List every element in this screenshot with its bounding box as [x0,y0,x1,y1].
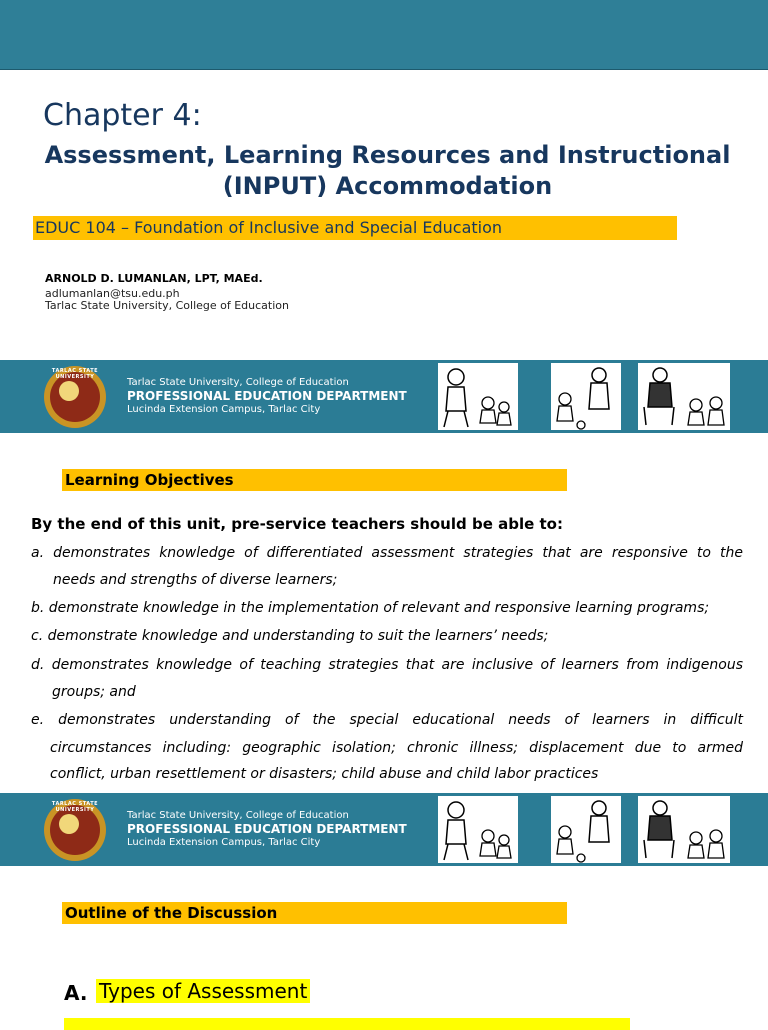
outline-heading: Outline of the Discussion [62,902,567,924]
children-playing-illustration [551,796,621,863]
banner-department: PROFESSIONAL EDUCATION DEPARTMENT [127,389,407,403]
chapter-label: Chapter 4: [43,98,202,133]
banner-university: Tarlac State University, College of Education [127,377,349,388]
objective-d-line2: groups; and [52,684,136,700]
objective-c: c. demonstrate knowledge and understanding to suit the learners’ needs; [31,628,549,644]
author-school: Tarlac State University, College of Education [45,299,289,312]
banner-university: Tarlac State University, College of Education [127,810,349,821]
university-seal-logo: TARLAC STATE UNIVERSITY [44,799,106,861]
banner-campus: Lucinda Extension Campus, Tarlac City [127,404,321,415]
author-name: ARNOLD D. LUMANLAN, LPT, MAEd. [45,272,263,285]
outline-item-b-cutoff [64,1018,630,1030]
outline-item-a-letter: A. [64,981,88,1005]
objective-e-line2: circumstances including: geographic isolation; chronic illness; displacement due to armed [50,740,743,756]
slide-title-line1: Assessment, Learning Resources and Instructional [44,141,731,169]
slide-title [0,140,768,202]
objective-d-line1: d. demonstrates knowledge of teaching strategies that are inclusive of learners from indigenous [31,657,743,673]
author-email: adlumanlan@tsu.edu.ph [45,287,180,300]
university-seal-logo: TARLAC STATE UNIVERSITY [44,366,106,428]
objective-b: b. demonstrate knowledge in the implementation of relevant and responsive learning programs; [31,600,710,616]
slide-title-line2: (INPUT) Accommodation [222,172,553,200]
children-playing-illustration [551,363,621,430]
teacher-reading-illustration [438,796,518,863]
objective-a-line2: needs and strengths of diverse learners; [53,572,338,588]
objectives-intro: By the end of this unit, pre-service teachers should be able to: [31,515,563,533]
class-group-illustration [638,796,730,863]
class-group-illustration [638,363,730,430]
banner-department: PROFESSIONAL EDUCATION DEPARTMENT [127,822,407,836]
teacher-reading-illustration [438,363,518,430]
department-banner-2 [0,793,768,866]
objective-a-line1: a. demonstrates knowledge of differentiated assessment strategies that are responsive to the [31,545,743,561]
department-banner [0,360,768,433]
banner-campus: Lucinda Extension Campus, Tarlac City [127,837,321,848]
learning-objectives-heading: Learning Objectives [62,469,567,491]
course-banner: EDUC 104 – Foundation of Inclusive and Special Education [33,216,677,240]
objective-e-line1: e. demonstrates understanding of the special educational needs of learners in difficult [31,712,743,728]
objective-e-line3: conflict, urban resettlement or disasters; child abuse and child labor practices [50,766,599,782]
top-title-bar [0,0,768,70]
outline-item-a: Types of Assessment [96,979,310,1003]
